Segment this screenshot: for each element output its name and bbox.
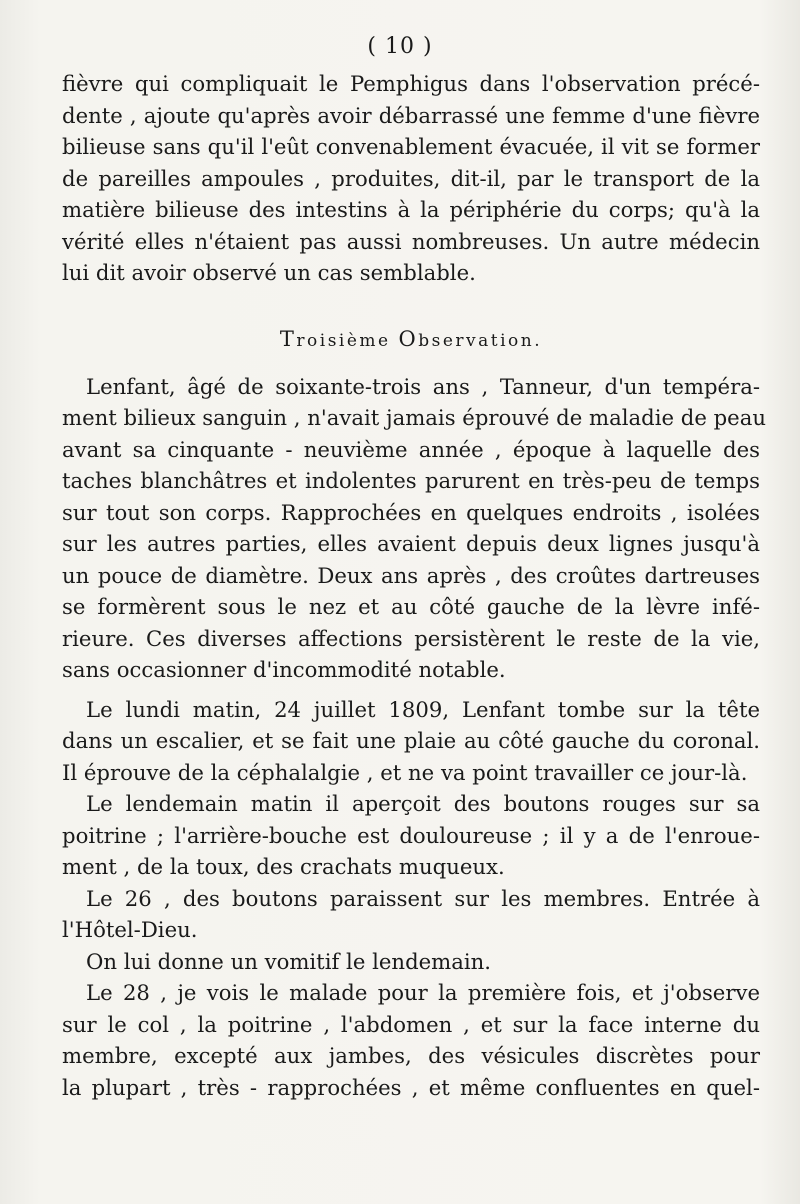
paragraph [62,946,760,978]
text-line: sans occasionner d'incommodité notable. [62,657,506,682]
text-line: lui dit avoir observé un cas semblable. [62,260,476,285]
text-line: un pouce de diamètre. Deux ans après , des croûtes dartreuses [62,562,760,588]
text-line: vérité elles n'étaient pas aussi nombreuses. Un autre médecin [62,228,760,254]
paragraph [62,788,760,883]
text-line: dans un escalier, et se fait une plaie au côté gauche du coronal. [62,728,760,753]
text-line: se formèrent sous le nez et au côté gauche de la lèvre infé- [62,594,760,619]
text-line: Le 28 , je vois le malade pour la première fois, et j'observe [86,980,760,1005]
text-line: rieure. Ces diverses affections persistèrent le reste de la vie, [62,625,760,651]
text-line: la plupart , très - rapprochées , et même confluentes en quel- [62,1074,760,1100]
text-line: On lui donne un vomitif le lendemain. [86,948,492,974]
text-line: fièvre qui compliquait le Pemphigus dans l'observation précé- [62,71,760,96]
text-line: l'Hôtel-Dieu. [62,917,198,942]
text-line: taches blanchâtres et indolentes parurent en très-peu de temps [62,468,760,493]
paragraph [62,371,766,686]
text-line: membre, excepté aux jambes, des vésicules discrètes pour [62,1043,760,1068]
text-line: Le 26 , des boutons paraissent sur les membres. Entrée à [86,885,760,911]
text-line: Le lendemain matin il aperçoit des boutons rouges sur sa [86,791,760,816]
page-number: ( 10 ) [367,34,433,59]
text-line: Il éprouve de la céphalalgie , et ne va point travailler ce jour-là. [62,759,748,785]
paragraph [62,883,760,946]
paragraph [62,694,760,789]
text-line: Lenfant, âgé de soixante-trois ans , Tanneur, d'un tempéra- [86,373,760,399]
text-line: sur le col , la poitrine , l'abdomen , et sur la face interne du [62,1011,760,1037]
text-line: bilieuse sans qu'il l'eût convenablement évacuée, il vit se former [62,134,760,159]
text-line: sur les autres parties, elles avaient depuis deux lignes jusqu'à [62,531,760,556]
page-body [62,68,766,1103]
text-line: matière bilieuse des intestins à la périphérie du corps; qu'à la [62,197,760,222]
text-line: poitrine ; l'arrière-bouche est douloureuse ; il y a de l'enroue- [62,822,760,848]
text-line: dente , ajoute qu'après avoir débarrassé une femme d'une fièvre [62,102,760,128]
text-line: ment , de la toux, des crachats muqueux. [62,854,505,879]
paragraph [62,977,760,1103]
text-line: Le lundi matin, 24 juillet 1809, Lenfant tombe sur la tête [86,696,760,722]
section-heading: Troisième Observation. [279,326,543,351]
text-line: ment bilieux sanguin , n'avait jamais éprouvé de maladie de peau [62,405,766,430]
paragraph-continuation [62,68,760,289]
text-line: de pareilles ampoules , produites, dit-il, par le transport de la [62,165,760,191]
text-line: sur tout son corps. Rapprochées en quelques endroits , isolées [62,499,760,525]
text-line: avant sa cinquante - neuvième année , époque à laquelle des [62,436,760,462]
